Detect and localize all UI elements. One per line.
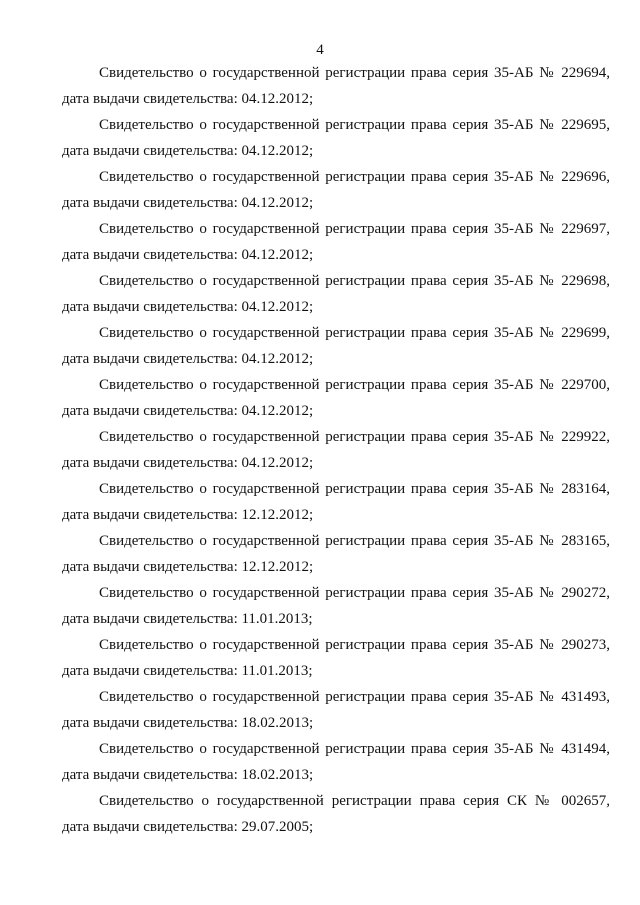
certificate-line: Свидетельство о государственной регистрации права серия 35-АБ № 229695, xyxy=(99,117,610,133)
issue-date-line: дата выдачи свидетельства: 29.07.2005; xyxy=(62,819,314,835)
list-item xyxy=(62,216,610,268)
issue-date-line: дата выдачи свидетельства: 04.12.2012; xyxy=(62,143,314,159)
issue-date-line: дата выдачи свидетельства: 12.12.2012; xyxy=(62,507,314,523)
list-item xyxy=(62,424,610,476)
issue-date-line: дата выдачи свидетельства: 04.12.2012; xyxy=(62,403,314,419)
issue-date-line: дата выдачи свидетельства: 04.12.2012; xyxy=(62,299,314,315)
issue-date-line: дата выдачи свидетельства: 04.12.2012; xyxy=(62,91,314,107)
list-item xyxy=(62,164,610,216)
list-item xyxy=(62,736,610,788)
list-item xyxy=(62,476,610,528)
issue-date-line: дата выдачи свидетельства: 11.01.2013; xyxy=(62,663,313,679)
list-item xyxy=(62,580,610,632)
issue-date-line: дата выдачи свидетельства: 04.12.2012; xyxy=(62,195,314,211)
certificate-line: Свидетельство о государственной регистрации права серия 35-АБ № 229697, xyxy=(99,221,610,237)
list-item xyxy=(62,684,610,736)
certificate-line: Свидетельство о государственной регистрации права серия СК № 002657, xyxy=(99,793,610,809)
issue-date-line: дата выдачи свидетельства: 12.12.2012; xyxy=(62,559,314,575)
certificate-line: Свидетельство о государственной регистрации права серия 35-АБ № 229696, xyxy=(99,169,610,185)
certificate-line: Свидетельство о государственной регистрации права серия 35-АБ № 290273, xyxy=(99,637,610,653)
certificate-line: Свидетельство о государственной регистрации права серия 35-АБ № 283164, xyxy=(99,481,610,497)
issue-date-line: дата выдачи свидетельства: 04.12.2012; xyxy=(62,247,314,263)
certificate-line: Свидетельство о государственной регистрации права серия 35-АБ № 283165, xyxy=(99,533,610,549)
issue-date-line: дата выдачи свидетельства: 04.12.2012; xyxy=(62,351,314,367)
list-item xyxy=(62,788,610,840)
certificate-line: Свидетельство о государственной регистрации права серия 35-АБ № 229698, xyxy=(99,273,610,289)
list-item xyxy=(62,372,610,424)
certificate-line: Свидетельство о государственной регистрации права серия 35-АБ № 229699, xyxy=(99,325,610,341)
certificate-line: Свидетельство о государственной регистрации права серия 35-АБ № 431494, xyxy=(99,741,610,757)
issue-date-line: дата выдачи свидетельства: 04.12.2012; xyxy=(62,455,314,471)
certificate-line: Свидетельство о государственной регистрации права серия 35-АБ № 229700, xyxy=(99,377,610,393)
issue-date-line: дата выдачи свидетельства: 18.02.2013; xyxy=(62,767,314,783)
certificate-line: Свидетельство о государственной регистрации права серия 35-АБ № 290272, xyxy=(99,585,610,601)
certificate-line: Свидетельство о государственной регистрации права серия 35-АБ № 229922, xyxy=(99,429,610,445)
list-item xyxy=(62,112,610,164)
list-item xyxy=(62,528,610,580)
list-item xyxy=(62,268,610,320)
certificate-list xyxy=(62,60,610,840)
list-item xyxy=(62,632,610,684)
page-number: 4 xyxy=(316,42,324,58)
list-item xyxy=(62,60,610,112)
issue-date-line: дата выдачи свидетельства: 18.02.2013; xyxy=(62,715,314,731)
issue-date-line: дата выдачи свидетельства: 11.01.2013; xyxy=(62,611,313,627)
certificate-line: Свидетельство о государственной регистрации права серия 35-АБ № 229694, xyxy=(99,65,610,81)
list-item xyxy=(62,320,610,372)
certificate-line: Свидетельство о государственной регистрации права серия 35-АБ № 431493, xyxy=(99,689,610,705)
